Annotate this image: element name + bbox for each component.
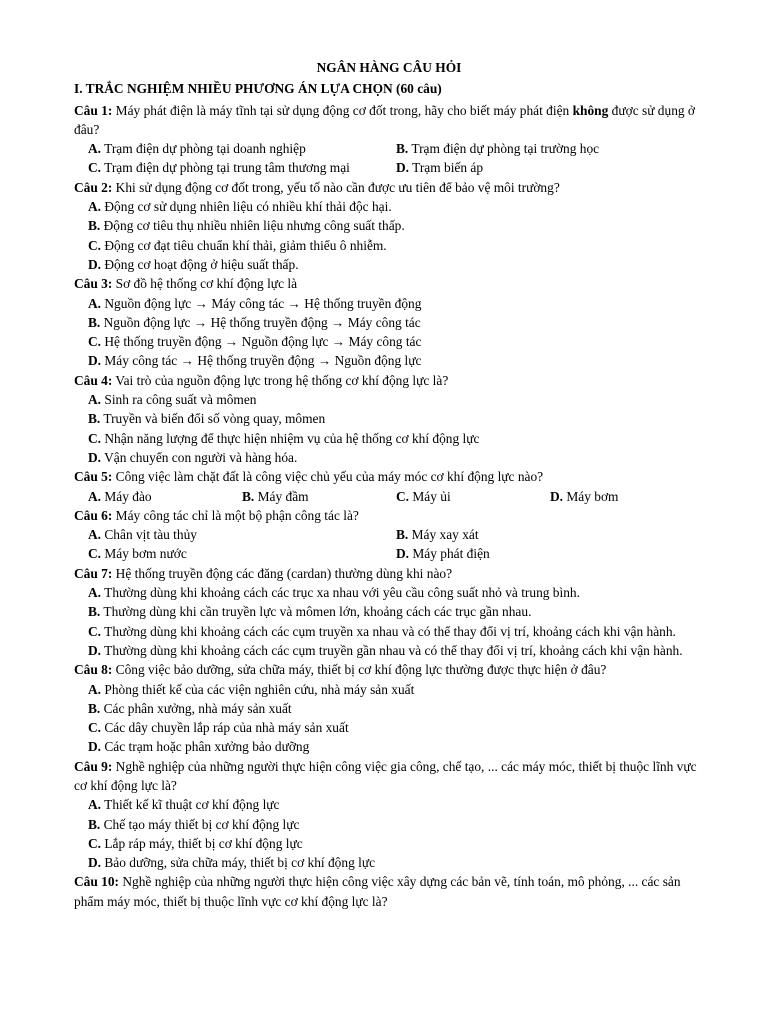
option-b: B. Máy xay xát [396,527,479,543]
option-a: A. Máy đào [88,488,152,504]
options-row [74,525,704,544]
option-c: C. Thường dùng khi khoảng cách các cụm truyền xa nhau và có thể thay đổi vị trí, khoảng cách khi vận hành. [88,623,676,639]
option-b: B. Truyền và biến đổi số vòng quay, mômen [88,411,326,427]
option-a: A. Nguồn động lực → Máy công tác → Hệ thống truyền động [88,295,422,311]
options-row [74,487,704,506]
option-b: B. Các phân xưởng, nhà máy sản xuất [88,700,292,716]
question-5: Câu 5: Công việc làm chặt đất là công việc chủ yếu của máy móc cơ khí động lực nào? [74,469,544,485]
option-c: C. Động cơ đạt tiêu chuẩn khí thải, giảm thiểu ô nhiễm. [88,237,387,253]
option-c: C. Trạm điện dự phòng tại trung tâm thương mại [88,160,350,176]
question-9: Câu 9: Nghề nghiệp của những người thực hiện công việc gia công, chế tạo, ... các máy móc, thiết bị thuộc lĩnh vực cơ khí động lực là? [74,758,697,793]
option-c: C. Các dây chuyền lắp ráp của nhà máy sản xuất [88,720,349,736]
question-label: Câu 1: [74,102,113,118]
option-d: D. Bảo dưỡng, sửa chữa máy, thiết bị cơ khí động lực [88,855,376,871]
question-2: Câu 2: Khi sử dụng động cơ đốt trong, yếu tố nào cần được ưu tiên để bảo vệ môi trường? [74,179,560,195]
option-c: C. Nhận năng lượng để thực hiện nhiệm vụ của hệ thống cơ khí động lực [88,430,480,446]
question-1: Câu 1: Máy phát điện là máy tĩnh tại sử dụng động cơ đốt trong, hãy cho biết máy phát điện không được sử dụng ở đâu? [74,102,696,137]
option-d: D. Vận chuyển con người và hàng hóa. [88,449,298,465]
option-b: B. Thường dùng khi cần truyền lực và mômen lớn, khoảng cách các trục gần nhau. [88,604,532,620]
option-d: D. Máy bơm [550,488,619,504]
option-d: D. Thường dùng khi khoảng cách các cụm truyền gần nhau và có thể thay đổi vị trí, khoảng cách khi vận hành. [88,642,683,658]
option-b: B. Động cơ tiêu thụ nhiều nhiên liệu nhưng công suất thấp. [88,218,405,234]
option-d: D. Trạm biến áp [396,160,484,176]
option-a: A. Động cơ sử dụng nhiên liệu có nhiều khí thải độc hại. [88,199,392,215]
question-4: Câu 4: Vai trò của nguồn động lực trong hệ thống cơ khí động lực là? [74,372,449,388]
option-d: D. Các trạm hoặc phân xưởng bảo dưỡng [88,739,310,755]
option-a: A. Trạm điện dự phòng tại doanh nghiệp [88,141,306,157]
document-page [74,58,704,911]
option-d: D. Động cơ hoạt động ở hiệu suất thấp. [88,256,299,272]
question-7: Câu 7: Hệ thống truyền động các đăng (cardan) thường dùng khi nào? [74,565,453,581]
option-a: A. Chân vịt tàu thủy [88,527,197,543]
section-heading: I. TRẮC NGHIỆM NHIỀU PHƯƠNG ÁN LỰA CHỌN (60 câu) [74,81,442,97]
option-a: A. Thiết kế kĩ thuật cơ khí động lực [88,797,280,813]
option-c: C. Máy bơm nước [88,546,187,562]
option-d: D. Máy công tác → Hệ thống truyền động → Nguồn động lực [88,353,422,369]
option-c: C. Máy ủi [396,488,451,504]
option-a: A. Phòng thiết kế của các viện nghiên cứu, nhà máy sản xuất [88,681,415,697]
question-6: Câu 6: Máy công tác chỉ là một bộ phận công tác là? [74,507,359,523]
question-8: Câu 8: Công việc bảo dưỡng, sửa chữa máy, thiết bị cơ khí động lực thường được thực hiện ở đâu? [74,662,607,678]
page-title: NGÂN HÀNG CÂU HỎI [316,60,462,75]
option-a: A. Thường dùng khi khoảng cách các trục xa nhau với yêu cầu công suất nhỏ và trung bình. [88,585,580,601]
option-c: C. Hệ thống truyền động → Nguồn động lực → Máy công tác [88,334,422,350]
option-b: B. Nguồn động lực → Hệ thống truyền động → Máy công tác [88,314,421,330]
option-b: B. Trạm điện dự phòng tại trường học [396,141,600,157]
question-10: Câu 10: Nghề nghiệp của những người thực hiện công việc xây dựng các bản vẽ, tính toán, mô phỏng, ... các sản phẩm máy móc, thiết bị thuộc lĩnh vực cơ khí động lực là? [74,874,681,909]
option-c: C. Lắp ráp máy, thiết bị cơ khí động lực [88,835,303,851]
option-d: D. Máy phát điện [396,546,490,562]
options-row [74,158,704,177]
options-row [74,139,704,158]
options-row [74,544,704,563]
option-b: B. Máy đầm [242,488,309,504]
option-a: A. Sinh ra công suất và mômen [88,392,257,408]
option-b: B. Chế tạo máy thiết bị cơ khí động lực [88,816,300,832]
question-3: Câu 3: Sơ đồ hệ thống cơ khí động lực là [74,276,298,292]
